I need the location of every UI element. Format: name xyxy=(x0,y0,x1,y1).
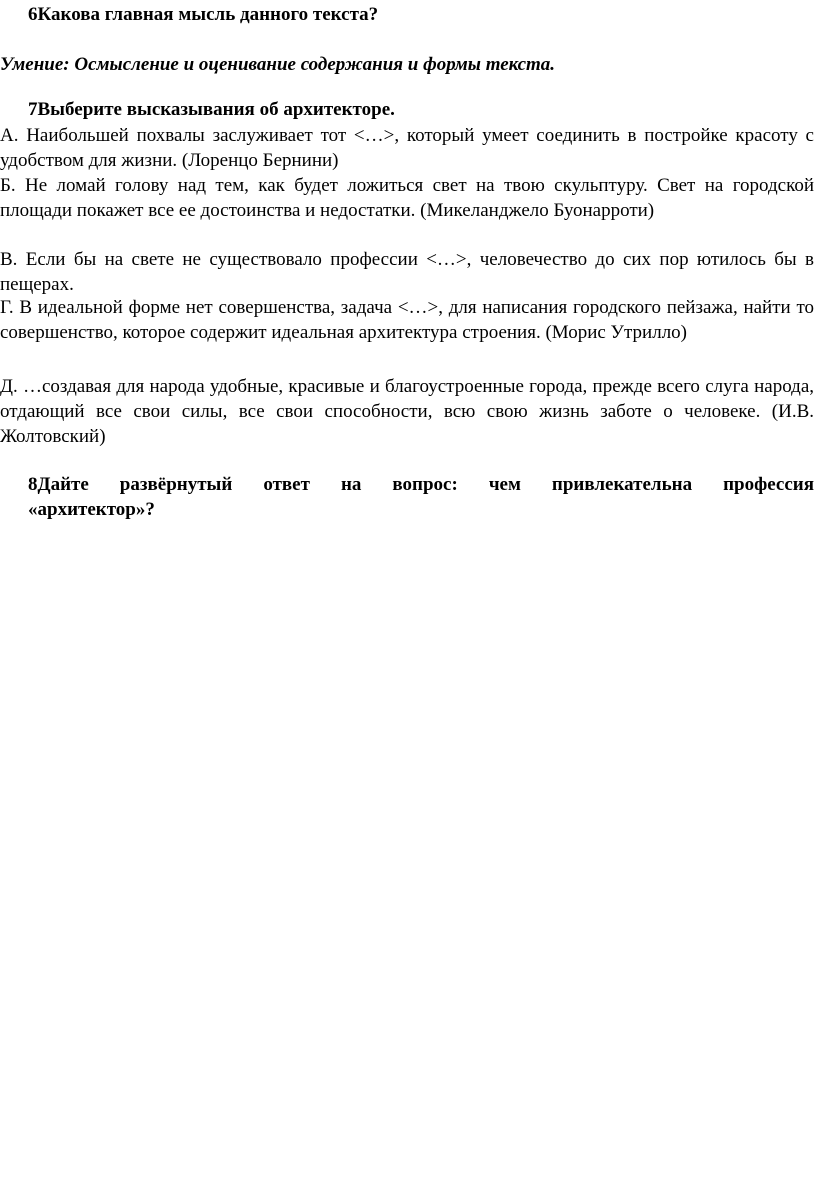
question-7-title: 7Выберите высказывания об архитекторе. xyxy=(28,99,395,120)
option-a: А. Наибольшей похвалы заслуживает тот <…>, который умеет соединить в постройке красоту с удобством для жизни. (Лоренцо Бернини) xyxy=(0,125,814,171)
question-8-line-2: «архитектор»? xyxy=(28,499,155,520)
question-8-line-1: 8Дайте развёрнутый ответ на вопрос: чем привлекательна профессия xyxy=(28,474,814,495)
skill-heading: Умение: Осмысление и оценивание содержания и формы текста. xyxy=(0,54,556,75)
option-g: Г. В идеальной форме нет совершенства, задача <…>, для написания городского пейзажа, найти то совершенство, которое содержит идеальная архитектура строения. (Морис Утрилло) xyxy=(0,297,814,343)
option-b: Б. Не ломай голову над тем, как будет ложиться свет на твою скульптуру. Свет на городской площади покажет все ее достоинства и недостатки. (Микеланджело Буонарроти) xyxy=(0,175,814,221)
question-6-title: 6Какова главная мысль данного текста? xyxy=(28,4,379,25)
option-v: В. Если бы на свете не существовало профессии <…>, человечество до сих пор ютилось бы в пещерах. xyxy=(0,249,814,295)
option-d: Д. …создавая для народа удобные, красивые и благоустроенные города, прежде всего слуга народа, отдающий все свои силы, все свои способности, всю свою жизнь заботе о человеке. (И.В. Жолтовский) xyxy=(0,376,814,447)
question-8-title xyxy=(0,472,816,522)
